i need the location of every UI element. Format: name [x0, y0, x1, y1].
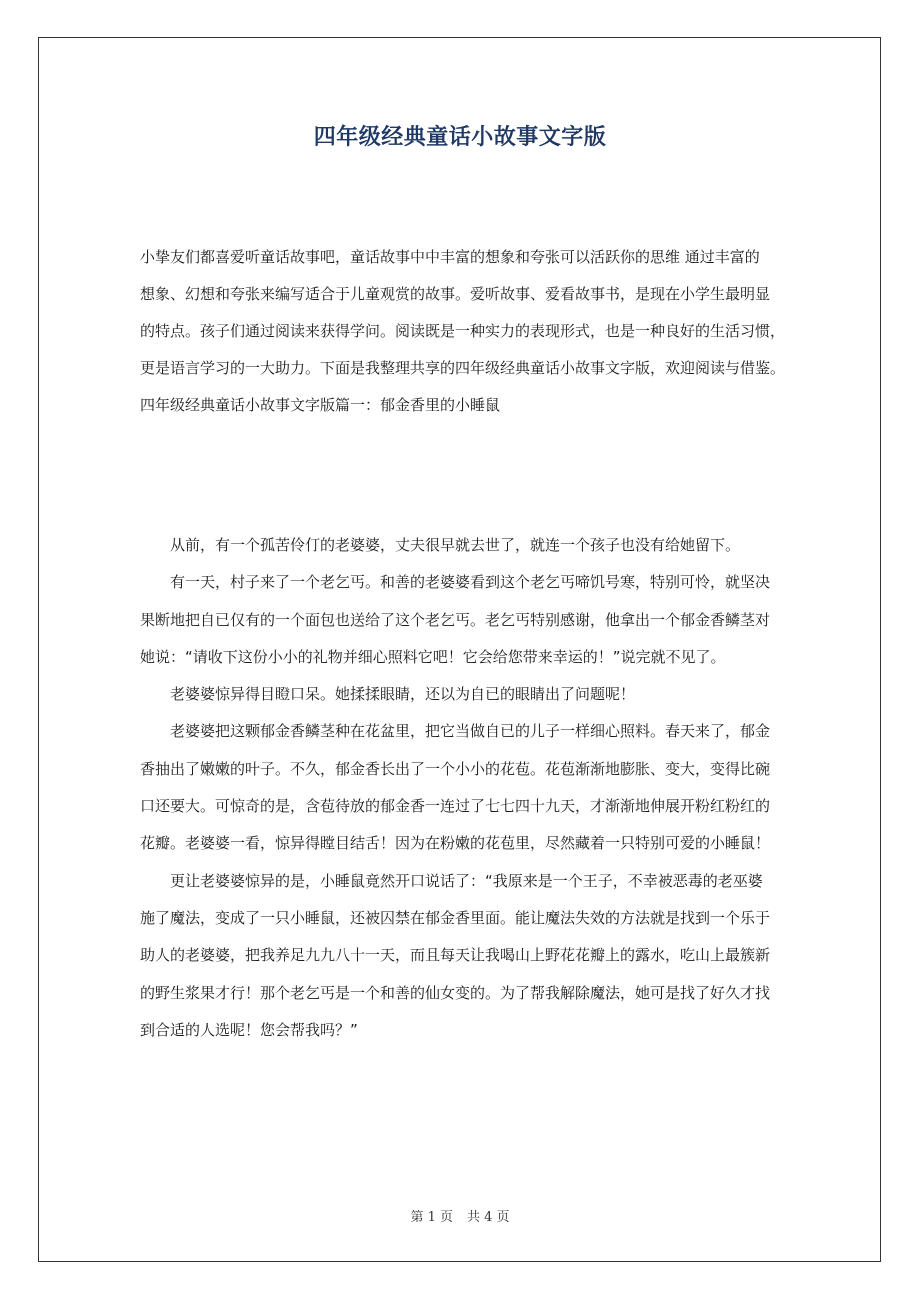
paragraph-start-line: 有一天，村子来了一个老乞丐。和善的老婆婆看到这个老乞丐啼饥号寒，特别可怜，就坚决: [170, 573, 771, 592]
paragraph-start-line: 老婆婆把这颗郁金香鳞茎种在花盆里，把它当做自已的儿子一样细心照料。春天来了，郁金: [170, 722, 771, 741]
intro-paragraph: [140, 242, 786, 427]
section-heading: 四年级经典童话小故事文字版篇一：郁金香里的小睡鼠: [140, 396, 501, 414]
paragraph-start-line: 老婆婆惊异得目瞪口呆。她揉揉眼睛，还以为自已的眼睛出了问题呢！: [170, 685, 636, 704]
text-line: 口还要大。可惊奇的是，含苞待放的郁金香一连过了七七四十九天，才渐渐地伸展开粉红粉红的: [140, 797, 771, 816]
text-line: 的野生浆果才行！那个老乞丐是一个和善的仙女变的。为了帮我解除魔法，她可是找了好久才找: [140, 983, 771, 1002]
paragraph-start-line: 从前，有一个孤苦伶仃的老婆婆，丈夫很早就去世了，就连一个孩子也没有给她留下。: [170, 536, 741, 554]
paragraph-start-line: 更让老婆婆惊异的是，小睡鼠竟然开口说话了：“我原来是一个王子，不幸被恶毒的老巫婆: [170, 871, 763, 890]
page-number: 第 1 页: [410, 1210, 453, 1225]
text-line: 助人的老婆婆，把我养足九九八十一天，而且每天让我喝山上野花花瓣上的露水，吃山上最簇新: [140, 946, 771, 965]
story-body: [140, 530, 780, 1052]
text-line: 小挚友们都喜爱听童话故事吧，童话故事中中丰富的想象和夸张可以活跃你的思维 通过丰富的: [140, 248, 760, 266]
text-line: 施了魔法，变成了一只小睡鼠，还被囚禁在郁金香里面。能让魔法失效的方法就是找到一个乐于: [140, 908, 771, 927]
text-line: 她说：“请收下这份小小的礼物并细心照料它吧！它会给您带来幸运的！”说完就不见了。: [140, 647, 726, 666]
page-total: 共 4 页: [467, 1210, 510, 1225]
text-line: 果断地把自已仅有的一个面包也送给了这个老乞丐。老乞丐特别感谢，他拿出一个郁金香鳞茎对: [140, 610, 771, 629]
text-line: 的特点。孩子们通过阅读来获得学问。阅读既是一种实力的表现形式，也是一种良好的生活习惯，: [140, 322, 786, 340]
text-line: 更是语言学习的一大助力。下面是我整理共享的四年级经典童话小故事文字版，欢迎阅读与借鉴。: [140, 359, 786, 377]
text-line: 香抽出了嫩嫩的叶子。不久，郁金香长出了一个小小的花苞。花苞渐渐地膨胀、变大，变得比碗: [140, 759, 771, 778]
page-footer: [0, 1206, 920, 1225]
document-title: 四年级经典童话小故事文字版: [313, 125, 607, 150]
text-line: 到合适的人选呢！您会帮我吗？”: [140, 1020, 358, 1039]
text-line: 花瓣。老婆婆一看，惊异得瞠目结舌！因为在粉嫩的花苞里，尽然藏着一只特别可爱的小睡鼠！: [140, 834, 771, 853]
text-line: 想象、幻想和夸张来编写适合于儿童观赏的故事。爱听故事、爱看故事书，是现在小学生最明显: [140, 285, 771, 303]
